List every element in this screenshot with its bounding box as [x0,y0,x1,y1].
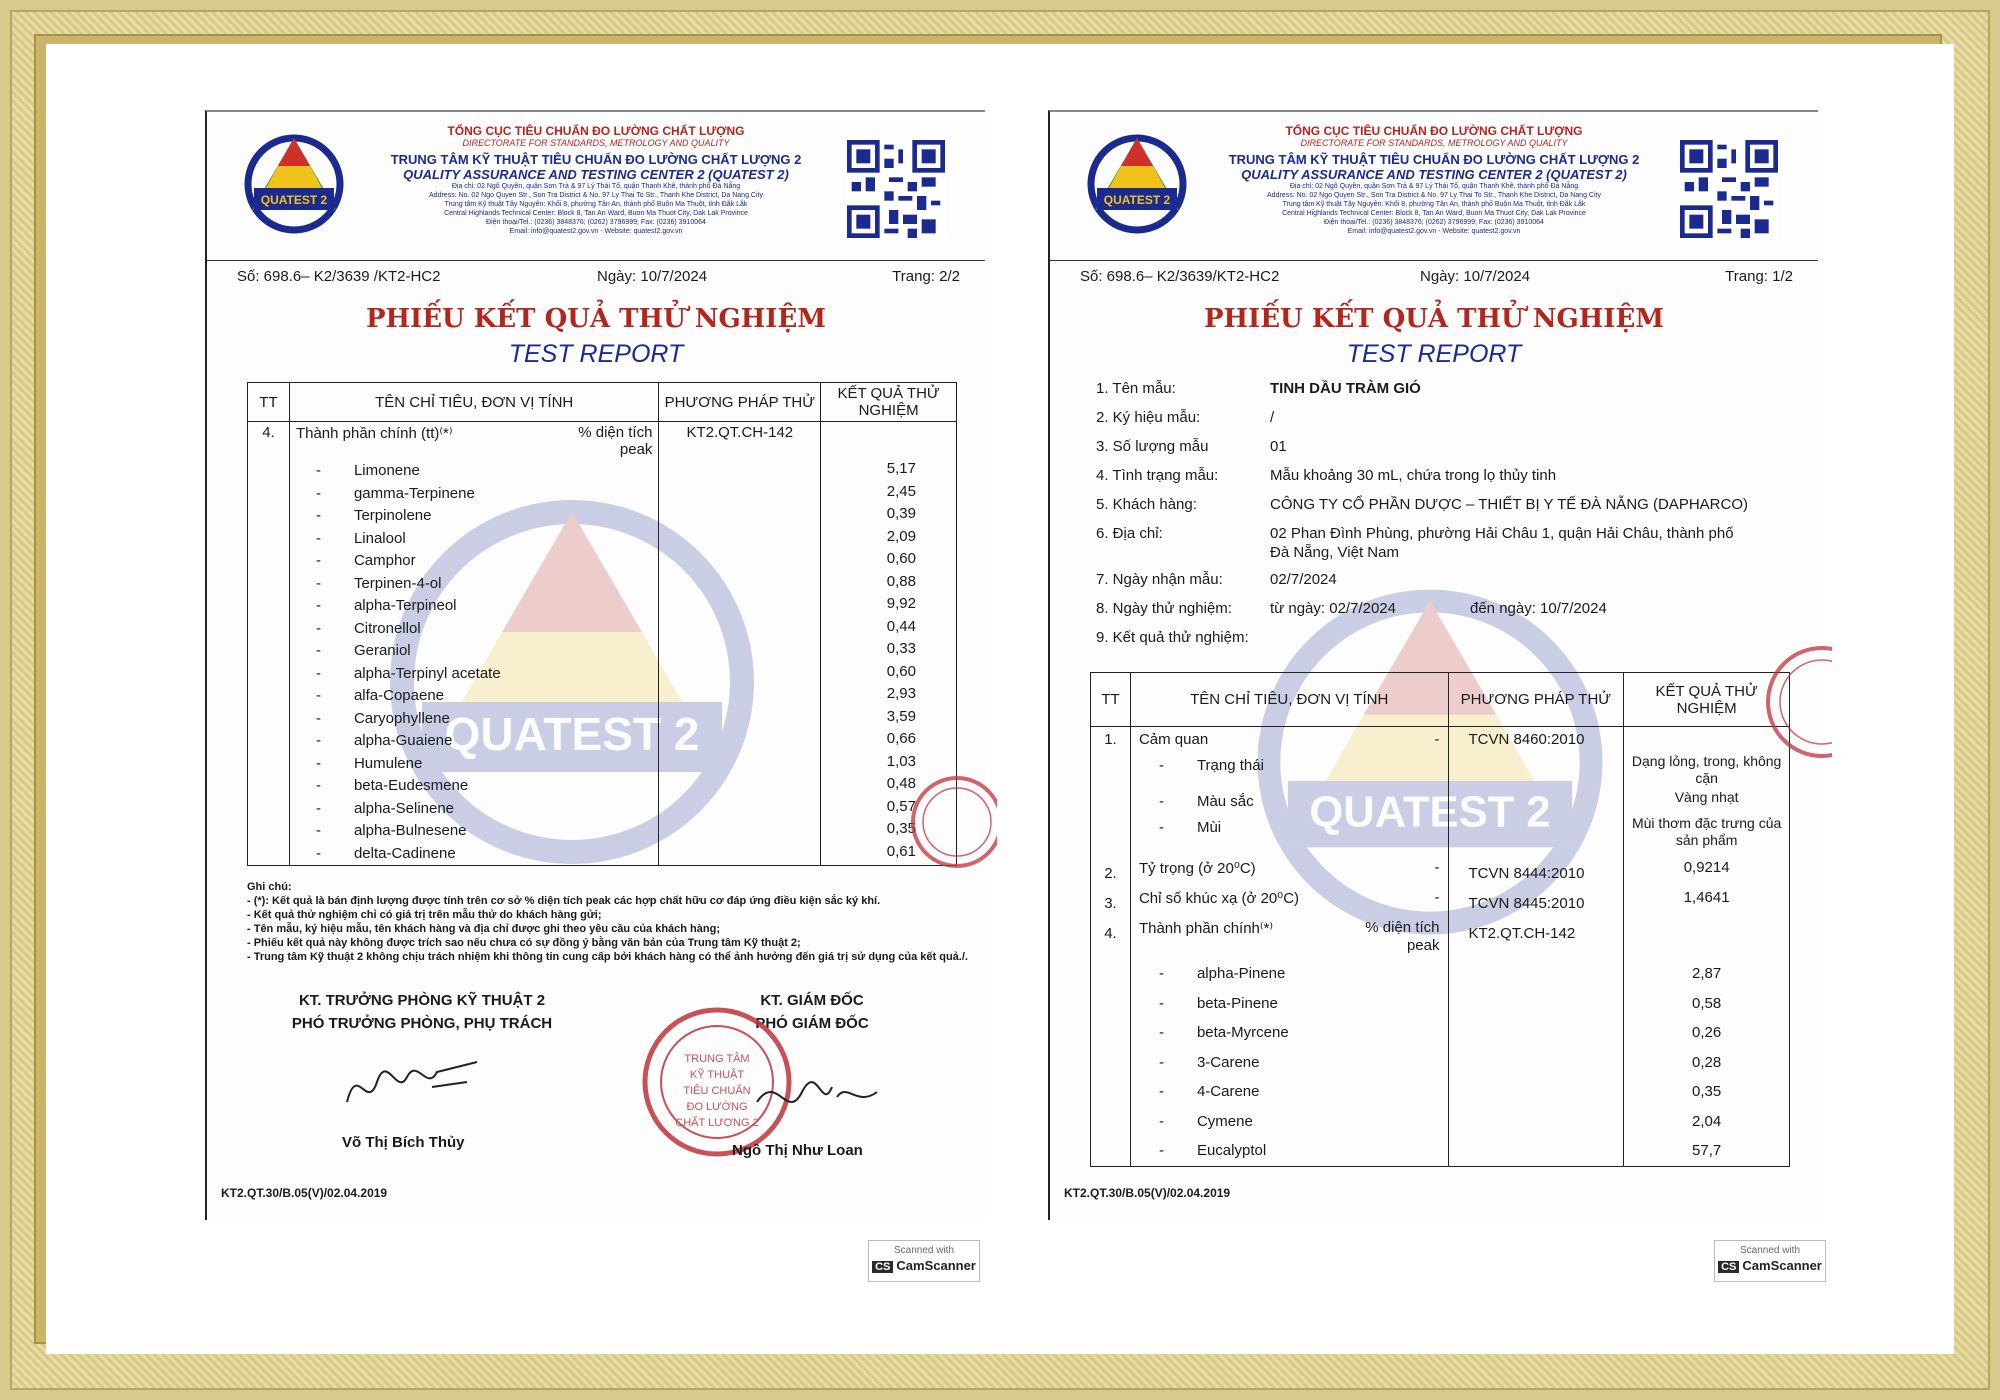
info-value: Mẫu khoảng 30 mL, chứa trong lọ thủy tinh [1270,467,1557,484]
compound-name-text: Terpinolene [353,507,432,524]
svg-text:ĐO LƯỜNG: ĐO LƯỜNG [686,1101,748,1113]
bullet-dash: - [315,687,321,704]
title-vn-2: PHIẾU KẾT QUẢ THỬ NGHIỆM [1203,304,1665,334]
compound-name [296,573,653,596]
page-number-2: Trang: 1/2 [1725,268,1793,285]
row2-value: 0,9214 [1683,859,1730,876]
row4-unit: % diện tích peak [1365,919,1440,954]
compound-value-text: 0,61 [886,842,916,860]
directorate-en-2: DIRECTORATE FOR STANDARDS, METROLOGY AND QUALITY [1300,138,1568,148]
signer1-title [267,992,577,1032]
sensory-sub-name-text: Mùi [1196,819,1222,836]
compound-value-text: 0,33 [886,640,916,657]
compound-value-text: 1,03 [886,752,916,770]
address-vn: Địa chỉ: 02 Ngô Quyền, quận Sơn Trà & 97 Lý Thái Tổ, quận Thanh Khê, thành phố Đà Nẵng [451,183,741,190]
row2-name: Tỷ trọng (ở 20⁰C) [1138,860,1256,877]
signer1-title-line1: KT. TRƯỞNG PHÒNG KỸ THUẬT 2 [298,992,546,1009]
sensory-sub-name [1139,815,1440,859]
row3-name: Chỉ số khúc xạ (ở 20⁰C) [1138,890,1300,907]
compound-name-text: alfa-Copaene [353,687,445,704]
tt-column [1091,727,1131,1167]
compound-value-text: 0,26 [1692,1024,1722,1041]
bullet-dash: - [315,642,321,659]
compound-name-text: Humulene [353,754,423,772]
compound-name-text: beta-Eudesmene [353,777,469,794]
compound-name [296,640,653,663]
form-code-2: KT2.QT.30/B.05(V)/02.04.2019 [1064,1186,1231,1200]
bullet-dash: - [315,462,321,479]
compound-value [821,481,916,504]
compound-name [296,775,653,798]
info-label: 5. Khách hàng: [1096,496,1197,513]
info-value: từ ngày: 02/7/2024 [1270,600,1396,617]
center-vn-2: TRUNG TÂM KỸ THUẬT TIÊU CHUẨN ĐO LƯỜNG CHẤT LƯỢNG 2 [1228,152,1640,167]
row1-method: TCVN 8460:2010 [1468,731,1585,748]
compound-name-text: alpha-Pinene [1196,965,1286,982]
signature-2 [747,1062,897,1132]
compound-value [821,796,916,819]
info-value: 02/7/2024 [1270,571,1337,588]
logo-text: QUATEST 2 [260,193,328,207]
report-number: Số: 698.6– K2/3639 /KT2-HC2 [237,268,441,285]
compound-name-text: alpha-Terpineol [353,597,457,614]
compound-value [1630,959,1783,989]
compound-value-list-2 [1630,959,1783,1166]
svg-text:CHẤT LƯỢNG 2: CHẤT LƯỢNG 2 [675,1117,759,1129]
bullet-dash: - [1158,1142,1164,1159]
compound-value-text: 0,44 [886,617,916,635]
compound-name [296,708,653,731]
bullet-dash: - [1158,1053,1164,1071]
compound-name [296,483,653,506]
compound-name-text: beta-Pinene [1196,994,1278,1012]
qr-code-icon-2 [1680,140,1778,238]
info-label: 8. Ngày thử nghiệm: [1096,600,1232,617]
compound-value [821,728,916,751]
compound-value-text: 0,39 [886,505,916,522]
compound-name-text: Cymene [1196,1112,1253,1130]
compound-value [821,818,916,841]
scan-line1: Scanned with [1739,1245,1801,1256]
compound-value [1630,1136,1783,1166]
row2-tt: 2. [1104,865,1117,882]
info-label: 6. Địa chỉ: [1096,525,1163,542]
col-tt-2: TT [1091,673,1131,727]
form-code: KT2.QT.30/B.05(V)/02.04.2019 [221,1186,388,1200]
scan-line2: CamScanner [896,1258,976,1273]
col-method-2: PHƯƠNG PHÁP THỬ [1448,673,1624,727]
svg-text:KỸ THUẬT: KỸ THUẬT [689,1069,745,1081]
phone: Điện thoại/Tel.: (0236) 3848376; (0262) 3796999; Fax: (0236) 3910064 [486,219,706,226]
compound-name-text: Caryophyllene [353,709,450,727]
row-unit: % diện tích peak [578,424,653,458]
page-number: Trang: 2/2 [892,268,960,285]
method-column [1448,727,1624,1167]
quatest-logo-2 [1085,130,1189,234]
sensory-sub-name-text: Trạng thái [1196,757,1264,774]
title-vn: PHIẾU KẾT QUẢ THỬ NGHIỆM [365,304,827,334]
compound-value-text: 3,59 [886,707,916,725]
compound-value [1630,1018,1783,1048]
compound-value-text: 0,66 [886,730,916,747]
scan-line2: CamScanner [1742,1258,1822,1273]
compound-value-text: 0,28 [1692,1053,1722,1071]
compound-name-text: Geraniol [353,642,411,659]
row4-tt: 4. [1104,925,1117,942]
compound-name [1139,1018,1440,1048]
compound-name [296,663,653,686]
sensory-sub-value: Vàng nhạt [1674,789,1739,805]
compound-name-text: Terpinen-4-ol [353,574,442,592]
logo-text-2: QUATEST 2 [1103,193,1171,207]
compound-name-list [296,460,653,865]
phone-2: Điện thoại/Tel.: (0236) 3848376; (0262) 3796999; Fax: (0236) 3910064 [1324,219,1544,226]
center-en-2: QUALITY ASSURANCE AND TESTING CENTER 2 (QUATEST 2) [1241,167,1627,182]
compound-names-cell [289,422,659,866]
compound-value-text: 2,87 [1692,965,1722,982]
side-stamp-2 [1762,632,1832,772]
quatest-logo [242,130,346,234]
info-value: TINH DẦU TRÀM GIÓ [1270,380,1421,397]
compound-name [296,595,653,618]
compound-name-text: Camphor [353,552,416,569]
compound-name [296,505,653,528]
col-criteria: TÊN CHỈ TIÊU, ĐƠN VỊ TÍNH [289,383,659,422]
sensory-sub-name [1139,753,1440,789]
compound-name [1139,1077,1440,1107]
compound-name [296,618,653,641]
report-number-2: Số: 698.6– K2/3639/KT2-HC2 [1080,268,1280,285]
bullet-dash: - [1158,1112,1164,1130]
report-header [207,112,985,272]
row-method: KT2.QT.CH-142 [659,422,821,866]
info-label: 7. Ngày nhận mẫu: [1096,571,1223,588]
bullet-dash: - [315,619,321,637]
bullet-dash: - [315,529,321,547]
camscanner-icon: CS [1718,1261,1739,1273]
title-en-2: TEST REPORT [1346,340,1522,368]
address2-vn: Trung tâm Kỹ thuật Tây Nguyên: Khối 8, phường Tân An, thành phố Buôn Ma Thuột, tỉnh Đắk Lắk [444,201,748,208]
directorate-en: DIRECTORATE FOR STANDARDS, METROLOGY AND QUALITY [462,138,730,148]
compound-name [1139,1107,1440,1137]
compound-value-text: 2,04 [1692,1112,1722,1130]
address-en-2: Address: No. 02 Ngo Quyen Str., Son Tra District & No. 97 Ly Thai To Str., Thanh Khe District, Da Nang City [1267,192,1601,199]
compound-value [821,661,916,684]
sensory-sub-value: Dạng lỏng, trong, không cặn [1631,753,1782,786]
bullet-dash: - [1158,1083,1164,1100]
row3-method: TCVN 8445:2010 [1468,895,1585,912]
directorate-vn: TỔNG CỤC TIÊU CHUẨN ĐO LƯỜNG CHẤT LƯỢNG [447,124,745,138]
bullet-dash: - [315,552,321,569]
row2-method: TCVN 8444:2010 [1468,865,1585,882]
bullet-dash: - [315,822,321,839]
compound-name-text: alpha-Selinene [353,799,455,817]
svg-text:TIÊU CHUẨN: TIÊU CHUẨN [683,1085,751,1097]
row4-method: KT2.QT.CH-142 [1468,925,1576,942]
sensory-sub-values [1630,753,1783,859]
signer1-name: Võ Thị Bích Thủy [342,1134,465,1151]
compound-value-text: 0,88 [886,572,916,590]
compound-value-text: 0,57 [886,797,916,815]
compound-value [821,458,916,481]
row3-dash: - [1434,889,1440,906]
bullet-dash: - [1158,793,1164,810]
compound-name [296,798,653,821]
compound-name [296,685,653,708]
bullet-dash: - [1158,1024,1164,1041]
col-result-2: KẾT QUẢ THỬ NGHIỆM [1624,673,1790,727]
row-name: Thành phần chính (tt)⁽*⁾ [295,425,453,442]
sensory-sub-name-text: Màu sắc [1196,793,1254,810]
compound-name-text: 3-Carene [1196,1053,1260,1071]
signer2-title-line1: KT. GIÁM ĐỐC [760,992,864,1009]
header-rule-2 [1050,260,1818,261]
camscanner-badge-right [1714,1240,1826,1282]
compound-value [1630,989,1783,1019]
compound-value [821,548,916,571]
note-5: - Trung tâm Kỹ thuật 2 không chịu trách nhiệm khi thông tin cung cấp bởi khách hàng có thể ảnh hưởng đến giá trị sử dụng của kết quả./. [247,951,968,963]
header-rule [207,260,985,261]
info-value: / [1270,409,1275,426]
info-label: 2. Ký hiệu mẫu: [1096,409,1201,426]
compound-name-text: alpha-Guaiene [353,732,453,749]
bullet-dash: - [1158,994,1164,1012]
bullet-dash: - [315,574,321,592]
bullet-dash: - [315,754,321,772]
compound-name-text: Eucalyptol [1196,1142,1267,1159]
qr-code-icon [847,140,945,238]
sensory-sub-name [1139,789,1440,815]
note-1: - (*): Kết quả là bán định lượng được tính trên cơ sở % diện tích peak các hợp chất hữu cơ đáp ứng điều kiện sắc ký khí. [247,895,881,907]
compound-name-text: alpha-Terpinyl acetate [353,664,501,682]
compound-value [821,571,916,594]
signer2-title-line2: PHÓ GIÁM ĐỐC [755,1015,869,1032]
compound-value [821,638,916,661]
address-vn-2: Địa chỉ: 02 Ngô Quyền, quận Sơn Trà & 97 Lý Thái Tổ, quận Thanh Khê, thành phố Đà Nẵng [1289,183,1579,190]
compound-name-text: beta-Myrcene [1196,1024,1289,1041]
compound-value [821,841,916,864]
signer2-name: Ngô Thị Như Loan [732,1142,863,1159]
compound-name [296,753,653,776]
sensory-sub-list [1139,753,1440,859]
compound-value-text: 2,09 [886,527,916,545]
title-en: TEST REPORT [508,340,684,368]
info-label: 1. Tên mẫu: [1096,380,1176,397]
compound-value-text: 0,35 [886,820,916,837]
compound-value-text: 0,58 [1692,994,1722,1012]
compound-value-text: 0,48 [886,775,916,792]
compound-name [296,528,653,551]
compound-value [821,751,916,774]
center-vn: TRUNG TÂM KỸ THUẬT TIÊU CHUẨN ĐO LƯỜNG CHẤT LƯỢNG 2 [390,152,802,167]
compound-value-text: 0,60 [886,662,916,680]
compound-value [1630,1077,1783,1107]
signature-1 [337,1042,487,1122]
compound-name [1139,989,1440,1019]
info-value: 01 [1270,438,1287,455]
col-method: PHƯƠNG PHÁP THỬ [659,383,821,422]
bullet-dash: - [315,507,321,524]
bullet-dash: - [315,484,321,502]
compound-name [296,550,653,573]
note-2: - Kết quả thử nghiệm chỉ có giá trị trên mẫu thử do khách hàng gửi; [247,909,602,921]
bullet-dash: - [315,777,321,794]
compound-name-list-2 [1139,959,1440,1166]
bullet-dash: - [315,844,321,862]
email: Email: info@quatest2.gov.vn - Website: quatest2.gov.vn [509,228,683,235]
camscanner-icon: CS [872,1261,893,1273]
compound-value [821,706,916,729]
compound-value-text: 2,93 [886,685,916,702]
row1-dash: - [1434,731,1440,748]
compound-name-text: Limonene [353,462,420,479]
info-value-line2: Đà Nẵng, Việt Nam [1270,544,1399,561]
compound-name [296,460,653,483]
compound-name-text: alpha-Bulnesene [353,822,467,839]
compound-value [1630,1107,1783,1137]
compound-value [821,526,916,549]
report-page-1 [1048,110,1818,1220]
results-table-page2 [247,382,957,866]
bullet-dash: - [1158,757,1164,774]
compound-name-text: Linalool [353,529,406,547]
compound-name [1139,1136,1440,1166]
bullet-dash: - [315,732,321,749]
compound-value [821,503,916,526]
compound-value-list [821,458,916,863]
report-date-2: Ngày: 10/7/2024 [1420,268,1531,285]
info-label: 9. Kết quả thử nghiệm: [1096,629,1249,646]
row1-name: Cảm quan [1138,731,1209,748]
bullet-dash: - [1158,965,1164,982]
notes [247,880,968,964]
bullet-dash: - [315,709,321,727]
col-result: KẾT QUẢ THỬ NGHIỆM [821,383,957,422]
results-table-page1 [1090,672,1790,1167]
center-en: QUALITY ASSURANCE AND TESTING CENTER 2 (QUATEST 2) [403,167,789,182]
info-label: 4. Tình trạng mẫu: [1096,467,1219,484]
result-column [1624,727,1790,1167]
compound-value-text: 0,60 [886,550,916,567]
row3-value: 1,4641 [1683,889,1730,906]
note-4: - Phiếu kết quả này không được trích sao nếu chưa có sự đồng ý bằng văn bản của Trung tâm Kỹ thuật 2; [247,937,801,949]
row4-name: Thành phần chính⁽*⁾ [1138,920,1274,937]
bullet-dash: - [315,799,321,817]
info-value: 02 Phan Đình Phùng, phường Hải Châu 1, quận Hải Châu, thành phố [1270,525,1734,542]
bullet-dash: - [315,597,321,614]
compound-value [821,593,916,616]
bullet-dash: - [1158,819,1164,836]
compound-value [821,773,916,796]
info-label: 3. Số lượng mẫu [1096,438,1209,455]
compound-value-text: 2,45 [886,482,916,500]
compound-value-text: 0,35 [1692,1083,1722,1100]
compound-name-text: delta-Cadinene [353,844,456,862]
row2-dash: - [1434,859,1440,876]
compound-name [296,843,653,866]
compound-value-text: 9,92 [886,595,916,612]
signer1-title-line2: PHÓ TRƯỞNG PHÒNG, PHỤ TRÁCH [291,1015,553,1032]
notes-title: Ghi chú: [247,881,292,893]
address2-en-2: Central Highlands Technical Center: Block 8, Tan An Ward, Buon Ma Thuot City, Dak Lak Province [1282,210,1586,217]
directorate-vn-2: TỔNG CỤC TIÊU CHUẨN ĐO LƯỜNG CHẤT LƯỢNG [1285,124,1583,138]
bullet-dash: - [315,664,321,682]
row-tt: 4. [248,422,290,866]
report-page-2 [205,110,985,1220]
compound-name [296,730,653,753]
col-criteria-2: TÊN CHỈ TIÊU, ĐƠN VỊ TÍNH [1130,673,1448,727]
note-3: - Tên mẫu, ký hiệu mẫu, tên khách hàng và địa chỉ được ghi theo yêu cầu của khách hàng; [247,923,720,935]
sensory-sub-value: Mùi thơm đặc trưng của sản phẩm [1631,815,1782,848]
compound-name [296,820,653,843]
address-en: Address: No. 02 Ngo Quyen Str., Son Tra District & No. 97 Ly Thai To Str., Thanh Khe District, Da Nang City [429,192,763,199]
svg-text:TRUNG TÂM: TRUNG TÂM [684,1053,750,1065]
compound-value [821,683,916,706]
scan-line1: Scanned with [893,1245,955,1256]
compound-value [1630,1048,1783,1078]
compound-name-text: 4-Carene [1196,1083,1260,1100]
address2-vn-2: Trung tâm Kỹ thuật Tây Nguyên: Khối 8, phường Tân An, thành phố Buôn Ma Thuột, tỉnh Đắk Lắk [1282,201,1586,208]
report-header-2 [1050,112,1818,272]
email-2: Email: info@quatest2.gov.vn - Website: quatest2.gov.vn [1347,228,1521,235]
compound-name [1139,1048,1440,1078]
row3-tt: 3. [1104,895,1117,912]
compound-name-text: gamma-Terpinene [353,484,475,502]
report-meta-2 [1080,268,1793,292]
address2-en: Central Highlands Technical Center: Block 8, Tan An Ward, Buon Ma Thuot City, Dak Lak Province [444,210,748,217]
compound-value [821,616,916,639]
compound-value-text: 5,17 [886,460,916,477]
col-tt: TT [248,383,290,422]
side-stamp [907,752,997,892]
info-value: CÔNG TY CỔ PHẦN DƯỢC – THIẾT BỊ Y TẾ ĐÀ NẴNG (DAPHARCO) [1270,496,1748,513]
compound-value-text: 57,7 [1692,1142,1722,1159]
watermark-text-2: QUATEST 2 [1309,788,1551,837]
camscanner-badge-left [868,1240,980,1282]
report-meta [237,268,960,292]
compound-name [1139,959,1440,989]
info-value-to: đến ngày: 10/7/2024 [1470,600,1607,617]
row1-tt: 1. [1104,731,1117,748]
watermark-text: QUATEST 2 [444,708,700,760]
compound-name-text: Citronellol [353,619,421,637]
report-date: Ngày: 10/7/2024 [597,268,708,285]
criteria-column [1130,727,1448,1167]
